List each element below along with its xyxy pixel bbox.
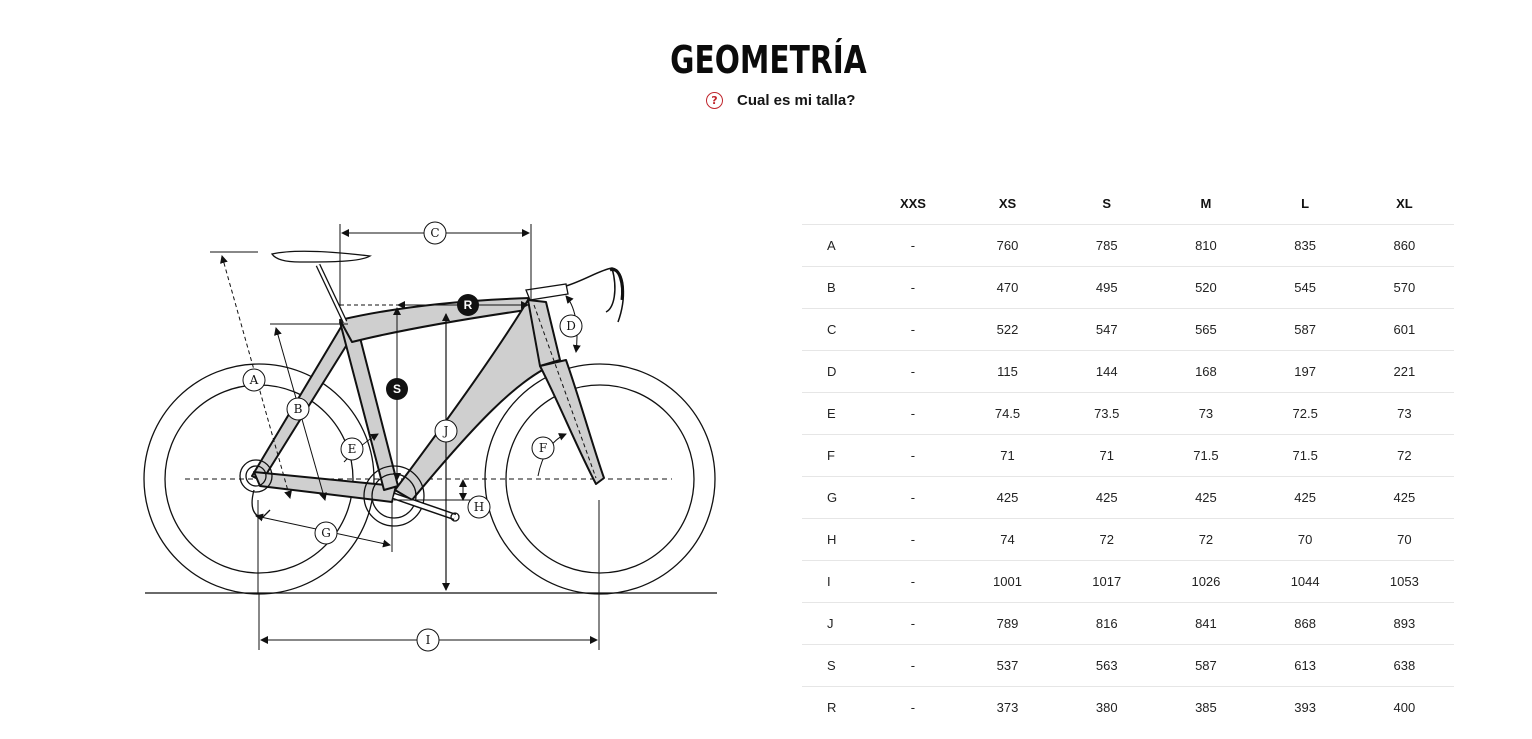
table-cell: -	[868, 309, 958, 351]
table-cell: -	[868, 267, 958, 309]
dim-label-g	[315, 522, 337, 544]
table-cell: 115	[958, 351, 1057, 393]
table-cell: 868	[1256, 603, 1355, 645]
table-cell: 545	[1256, 267, 1355, 309]
table-row	[802, 267, 1454, 309]
table-cell: -	[868, 435, 958, 477]
table-cell: 221	[1355, 351, 1454, 393]
row-label: A	[802, 225, 868, 267]
table-cell: 810	[1156, 225, 1255, 267]
table-header-empty	[802, 182, 868, 225]
size-header: M	[1200, 195, 1212, 211]
dim-label-f	[532, 437, 554, 459]
dim-label-a-text: A	[249, 373, 259, 387]
table-row	[802, 351, 1454, 393]
size-header: XS	[998, 195, 1017, 211]
dim-label-j	[435, 420, 457, 442]
table-cell: 197	[1256, 351, 1355, 393]
table-cell: 73	[1156, 393, 1255, 435]
table-cell: 893	[1355, 603, 1454, 645]
table-row	[802, 561, 1454, 603]
geometry-table	[802, 182, 1454, 728]
dim-label-s-text: S	[392, 382, 402, 396]
saddle	[272, 251, 370, 262]
dim-label-c	[424, 222, 446, 244]
row-label: I	[802, 561, 868, 603]
table-cell: 380	[1057, 687, 1156, 729]
table-cell: 425	[958, 477, 1057, 519]
table-cell: 565	[1156, 309, 1255, 351]
table-cell: 72	[1057, 519, 1156, 561]
table-cell: 522	[958, 309, 1057, 351]
table-cell: 144	[1057, 351, 1156, 393]
bike-geometry-svg	[0, 0, 760, 739]
table-row	[802, 435, 1454, 477]
page-title: GEOMETRÍA	[670, 38, 867, 82]
geometry-table-body	[802, 225, 1454, 729]
table-cell: 1044	[1256, 561, 1355, 603]
table-cell: -	[868, 519, 958, 561]
row-label: S	[802, 645, 868, 687]
table-row	[802, 687, 1454, 729]
dim-label-j-text: J	[443, 424, 449, 438]
table-cell: 760	[958, 225, 1057, 267]
row-label: B	[802, 267, 868, 309]
dim-label-e	[341, 438, 363, 460]
table-cell: 385	[1156, 687, 1255, 729]
table-cell: 425	[1256, 477, 1355, 519]
table-cell: 73	[1355, 393, 1454, 435]
row-label: R	[802, 687, 868, 729]
dim-label-r-text: R	[463, 298, 473, 312]
table-row	[802, 477, 1454, 519]
table-cell: 74	[958, 519, 1057, 561]
table-cell: 1053	[1355, 561, 1454, 603]
table-row	[802, 225, 1454, 267]
table-cell: 425	[1057, 477, 1156, 519]
row-label: J	[802, 603, 868, 645]
table-cell: -	[868, 561, 958, 603]
table-cell: 70	[1355, 519, 1454, 561]
table-cell: 373	[958, 687, 1057, 729]
table-cell: 425	[1156, 477, 1255, 519]
table-cell: 425	[1355, 477, 1454, 519]
dim-label-e-text: E	[347, 442, 357, 456]
dim-label-c-text: C	[430, 226, 440, 240]
table-cell: 835	[1256, 225, 1355, 267]
table-cell: 841	[1156, 603, 1255, 645]
dim-label-b-text: B	[293, 402, 303, 416]
dim-label-g-text: G	[321, 526, 331, 540]
table-cell: 520	[1156, 267, 1255, 309]
dim-label-h-text: H	[473, 500, 485, 514]
table-cell: 71	[1057, 435, 1156, 477]
table-cell: 74.5	[958, 393, 1057, 435]
table-cell: -	[868, 351, 958, 393]
dim-label-d-text: D	[566, 319, 576, 333]
dim-label-h	[468, 496, 490, 518]
dim-label-d	[560, 315, 582, 337]
table-cell: 1017	[1057, 561, 1156, 603]
table-cell: 70	[1256, 519, 1355, 561]
table-cell: 785	[1057, 225, 1156, 267]
table-cell: 860	[1355, 225, 1454, 267]
row-label: F	[802, 435, 868, 477]
table-cell: 789	[958, 603, 1057, 645]
table-cell: 393	[1256, 687, 1355, 729]
bike-geometry-diagram	[0, 0, 760, 739]
table-cell: 72	[1156, 519, 1255, 561]
table-row	[802, 645, 1454, 687]
table-cell: 563	[1057, 645, 1156, 687]
question-circle-icon: ?	[706, 92, 723, 109]
size-header: L	[1301, 195, 1310, 211]
dim-label-s	[386, 378, 408, 400]
row-label: E	[802, 393, 868, 435]
table-row	[802, 603, 1454, 645]
dim-label-i-text: I	[425, 633, 431, 647]
table-row	[802, 393, 1454, 435]
size-guide-link-text: Cual es mi talla?	[737, 91, 856, 109]
stem	[526, 284, 568, 300]
table-cell: 587	[1256, 309, 1355, 351]
table-cell: -	[868, 225, 958, 267]
table-cell: -	[868, 603, 958, 645]
table-cell: 168	[1156, 351, 1255, 393]
row-label: C	[802, 309, 868, 351]
table-cell: 537	[958, 645, 1057, 687]
table-cell: 470	[958, 267, 1057, 309]
size-header: XL	[1396, 195, 1413, 211]
table-cell: -	[868, 477, 958, 519]
table-cell: -	[868, 687, 958, 729]
table-cell: 1026	[1156, 561, 1255, 603]
dim-label-r	[457, 294, 479, 316]
table-cell: 547	[1057, 309, 1156, 351]
table-cell: 72.5	[1256, 393, 1355, 435]
table-header-row	[802, 182, 1454, 225]
table-cell: 613	[1256, 645, 1355, 687]
dim-label-b	[287, 398, 309, 420]
row-label: H	[802, 519, 868, 561]
table-cell: 73.5	[1057, 393, 1156, 435]
dim-label-f-text: F	[538, 441, 548, 455]
table-row	[802, 519, 1454, 561]
table-row	[802, 309, 1454, 351]
table-cell: 587	[1156, 645, 1255, 687]
row-label: D	[802, 351, 868, 393]
table-cell: 816	[1057, 603, 1156, 645]
row-label: G	[802, 477, 868, 519]
table-cell: 601	[1355, 309, 1454, 351]
table-cell: -	[868, 393, 958, 435]
table-cell: 570	[1355, 267, 1454, 309]
table-cell: 71.5	[1156, 435, 1255, 477]
table-cell: 71.5	[1256, 435, 1355, 477]
table-cell: 495	[1057, 267, 1156, 309]
table-cell: -	[868, 645, 958, 687]
table-cell: 72	[1355, 435, 1454, 477]
size-header: XXS	[899, 195, 926, 211]
table-cell: 638	[1355, 645, 1454, 687]
table-cell: 400	[1355, 687, 1454, 729]
dim-label-a	[243, 369, 265, 391]
table-cell: 1001	[958, 561, 1057, 603]
size-header: S	[1102, 195, 1112, 211]
dim-label-i	[417, 629, 439, 651]
table-cell: 71	[958, 435, 1057, 477]
